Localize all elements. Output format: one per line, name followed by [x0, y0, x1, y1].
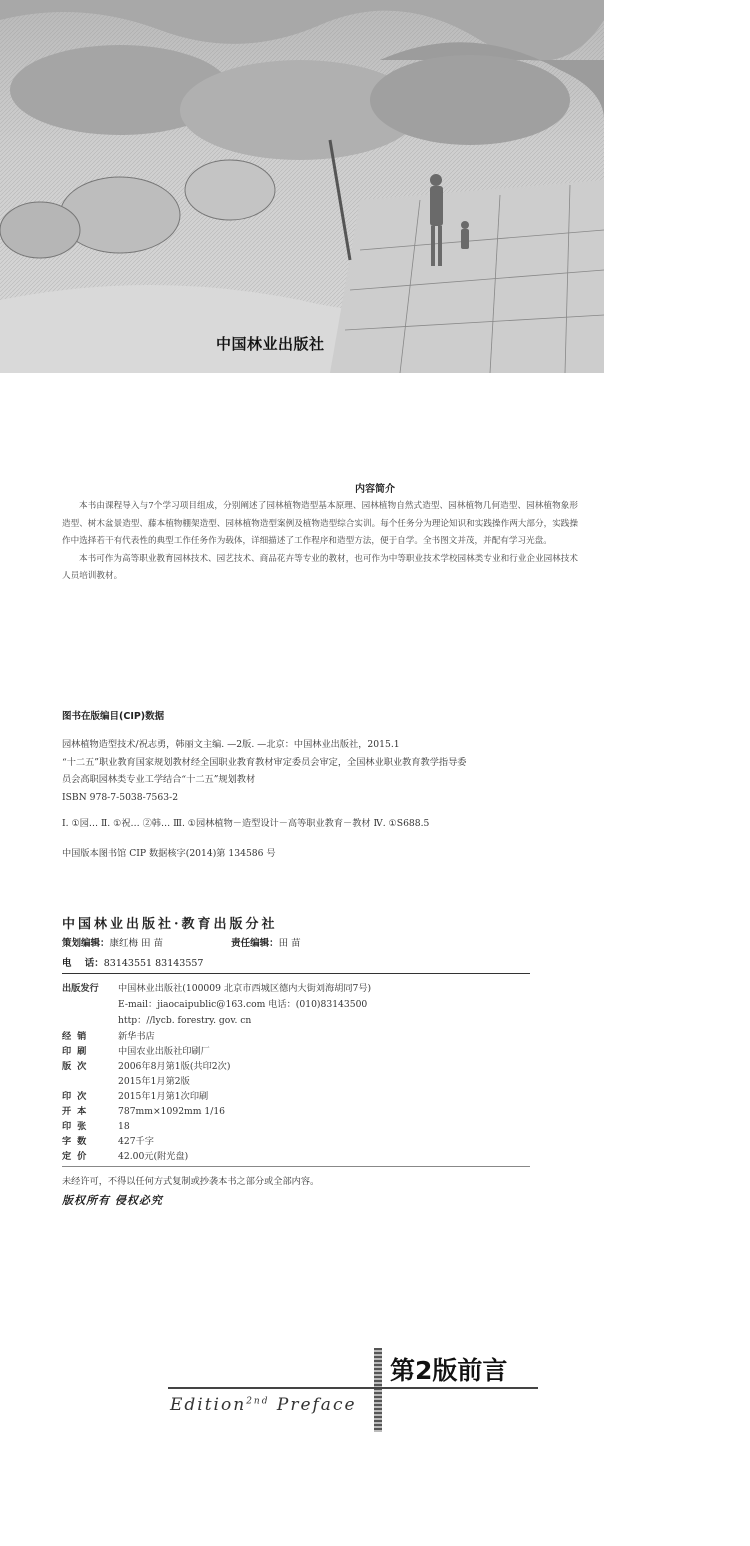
cip-line: 园林植物造型技术/祝志勇，韩丽文主编. —2版. —北京：中国林业出版社，2015.1 [62, 739, 400, 750]
info-value: 2015年1月第2版 [118, 1076, 190, 1087]
resp-editor-label: 责任编辑： [231, 938, 279, 949]
cip-classification: Ⅰ. ①园… Ⅱ. ①祝… ②韩… Ⅲ. ①园林植物－造型设计－高等职业教育－教材 Ⅳ. ①S688.5 [62, 818, 430, 829]
info-row [62, 1103, 225, 1117]
preface-english [170, 1395, 357, 1415]
info-row [62, 1012, 251, 1026]
cip-title: 图书在版编目(CIP)数据 [62, 711, 165, 722]
info-row [62, 1118, 130, 1132]
info-key: 字数 [62, 1136, 93, 1147]
divider-top [62, 973, 530, 974]
info-value: http：//lycb. forestry. gov. cn [118, 1015, 252, 1026]
info-value: 42.00元(附光盘) [118, 1151, 189, 1162]
editor-value: 康红梅 田 苗 [109, 938, 164, 949]
info-row [62, 980, 371, 994]
info-key: 开本 [62, 1106, 93, 1117]
preface-ornament [374, 1348, 382, 1432]
editor-row [62, 935, 301, 949]
divider-bottom [62, 1166, 530, 1167]
cover-illustration [0, 0, 604, 373]
info-value: 中国林业出版社(100009 北京市西城区德内大街刘海胡同7号) [118, 983, 372, 994]
preface-title: 第2版前言 [390, 1356, 508, 1385]
info-value: 2015年1月第1次印刷 [118, 1091, 209, 1102]
info-key: 版次 [62, 1061, 93, 1072]
rights-reserved: 版权所有 侵权必究 [62, 1194, 163, 1207]
cip-line: “十二五”职业教育国家规划教材经全国职业教育教材审定委员会审定，全国林业职业教育教学指导委 [62, 756, 467, 768]
info-value: 新华书店 [118, 1031, 155, 1042]
info-key: 定价 [62, 1151, 93, 1162]
cip-line: ISBN 978-7-5038-7563-2 [62, 791, 179, 803]
phone-row [62, 955, 203, 969]
info-value: 787mm×1092mm 1/16 [118, 1106, 226, 1117]
info-value: 2006年8月第1版(共印2次) [118, 1061, 231, 1072]
copy-notice: 未经许可，不得以任何方式复制或抄袭本书之部分或全部内容。 [62, 1176, 320, 1187]
phone-value: 83143551 83143557 [103, 958, 204, 969]
info-value: E-mail：jiaocaipublic@163.com 电话：(010)83143500 [118, 999, 368, 1010]
phone-label: 电 话： [62, 958, 104, 969]
garden-sketch [0, 0, 604, 373]
info-value: 18 [118, 1121, 130, 1132]
info-row [62, 1088, 208, 1102]
imprint-publisher-header: 中国林业出版社·教育出版分社 [62, 917, 278, 932]
preface-en-right: Preface [269, 1395, 357, 1415]
info-value: 中国农业出版社印刷厂 [118, 1046, 210, 1057]
info-row [62, 1058, 230, 1072]
cip-record [62, 736, 586, 806]
preface-en-left: Edition [170, 1395, 247, 1415]
info-key: 印次 [62, 1091, 93, 1102]
info-key: 印刷 [62, 1046, 93, 1057]
cip-core-number: 中国版本图书馆 CIP 数据核字(2014)第 134586 号 [62, 848, 276, 859]
editor-label: 策划编辑： [62, 938, 110, 949]
summary-paragraph: 本书由课程导入与7个学习项目组成，分别阐述了园林植物造型基本原理、园林植物自然式造型、园林植物几何造型、园林植物象形造型、树木盆景造型、藤本植物棚架造型、园林植物造型案例及植物造型综合实训。每个任务分为理论知识和实践操作两大部分，实践操作中选择若干有代表性的典型工作任务作为载体，详细描述了工作程序和造型方法，便于自学。全书图文并茂，并配有学习光盘。 [62, 501, 578, 546]
info-row [62, 1028, 155, 1042]
resp-editor-value: 田 苗 [278, 938, 301, 949]
info-row [62, 1133, 154, 1147]
info-value: 427千字 [118, 1136, 154, 1147]
cip-line: 员会高职园林类专业工学结合“十二五”规划教材 [62, 774, 256, 785]
info-key: 印张 [62, 1121, 93, 1132]
preface-en-sup: 2nd [246, 1396, 270, 1407]
info-key: 经销 [62, 1031, 93, 1042]
info-key: 出版发行 [62, 983, 99, 994]
info-row [62, 1043, 210, 1057]
preface-divider [168, 1387, 538, 1389]
cover-publisher: 中国林业出版社 [216, 335, 325, 353]
info-row [62, 1073, 190, 1087]
info-row [62, 1148, 188, 1162]
info-row [62, 996, 367, 1010]
summary-paragraph: 本书可作为高等职业教育园林技术、园艺技术、商品花卉等专业的教材，也可作为中等职业技术学校园林类专业和行业企业园林技术人员培训教材。 [62, 553, 578, 581]
summary-title: 内容简介 [355, 484, 395, 495]
summary-text [62, 498, 578, 586]
